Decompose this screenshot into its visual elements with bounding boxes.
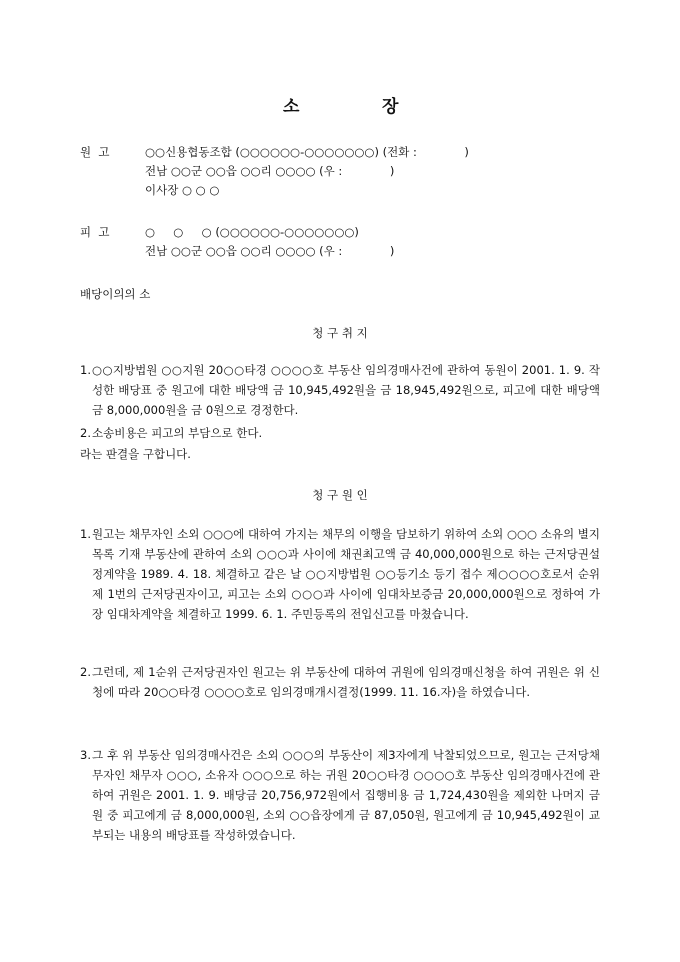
claim-item-2 [80,423,600,443]
cause-item-3 [80,745,600,845]
claim-heading: 청 구 취 지 [312,326,368,340]
cause-item-text: 원고는 채무자인 소외 ○○○에 대하여 가지는 채무의 이행을 담보하기 위하여 소외 ○○○ 소유의 별지목록 기재 부동산에 관하여 소외 ○○○과 사이에 채권최고액 금 40,000,000원으로 하는 근저당권설정계약을 1989. 4. 18. 체결하고 같은 날 ○○지방법원 ○○등기소 등기 접수 제○○○○호로서 순위 제 1번의 근저당권자이고, 피고는 소외 ○○○과 사이에 임대차보증금 20,000,000원으로 정하여 가장 임대차계약을 체결하고 1999. 6. 1. 주민등록의 전입신고를 마쳤습니다. [92,527,600,621]
cause-item-number: 3. [80,748,91,762]
title-char-right: 장 [382,97,399,117]
claim-item-text: 소송비용은 피고의 부담으로 한다. [92,426,263,440]
defendant-address-line: 전남 ○○군 ○○읍 ○○리 ○○○○ (우 : ) [145,244,395,258]
cause-item-2 [80,662,600,702]
claim-closing: 라는 판결을 구합니다. [80,447,191,461]
claim-item-1 [80,360,600,420]
defendant-label: 피 고 [80,225,110,239]
defendant-name-line: ○ ○ ○ (○○○○○○-○○○○○○○) [145,225,359,239]
plaintiff-representative-line: 이사장 ○ ○ ○ [145,183,220,197]
title-char-left: 소 [283,97,300,117]
claim-item-number: 2. [80,426,91,440]
plaintiff-label: 원 고 [80,145,110,159]
cause-item-number: 2. [80,665,91,679]
cause-item-text: 그런데, 제 1순위 근저당권자인 원고는 위 부동산에 대하여 귀원에 임의경매신청을 하여 귀원은 위 신청에 따라 20○○타경 ○○○○호로 임의경매개시결정(1999. 11. 16.자)을 하였습니다. [92,665,600,699]
claim-item-text: ○○지방법원 ○○지원 20○○타경 ○○○○호 부동산 임의경매사건에 관하여 동원이 2001. 1. 9. 작성한 배당표 중 원고에 대한 배당액 금 10,945,492원을 금 18,945,492원으로, 피고에 대한 배당액 금 8,000,000원을 금 0원으로 경정한다. [92,363,600,417]
cause-item-number: 1. [80,527,91,541]
claim-item-number: 1. [80,363,91,377]
plaintiff-address-line: 전남 ○○군 ○○읍 ○○리 ○○○○ (우 : ) [145,164,395,178]
cause-item-text: 그 후 위 부동산 임의경매사건은 소외 ○○○의 부동산이 제3자에게 낙찰되었으므로, 원고는 근저당채무자인 채무자 ○○○, 소유자 ○○○으로 하는 귀원 20○○타경 ○○○○호 부동산 임의경매사건에 관하여 귀원은 2001. 1. 9. 배당금 20,756,972원에서 집행비용 금 1,724,430원을 제외한 나머지 금원 중 피고에게 금 8,000,000원, 소외 ○○읍장에게 금 87,050원, 원고에게 금 10,945,492원이 교부되는 내용의 배당표를 작성하였습니다. [92,748,600,842]
document-title [0,92,680,116]
plaintiff-name-line: ○○신용협동조합 (○○○○○○-○○○○○○○) (전화 : ) [145,145,469,159]
cause-item-1 [80,524,600,624]
cause-heading: 청 구 원 인 [312,488,368,502]
case-name: 배당이의의 소 [80,287,151,301]
